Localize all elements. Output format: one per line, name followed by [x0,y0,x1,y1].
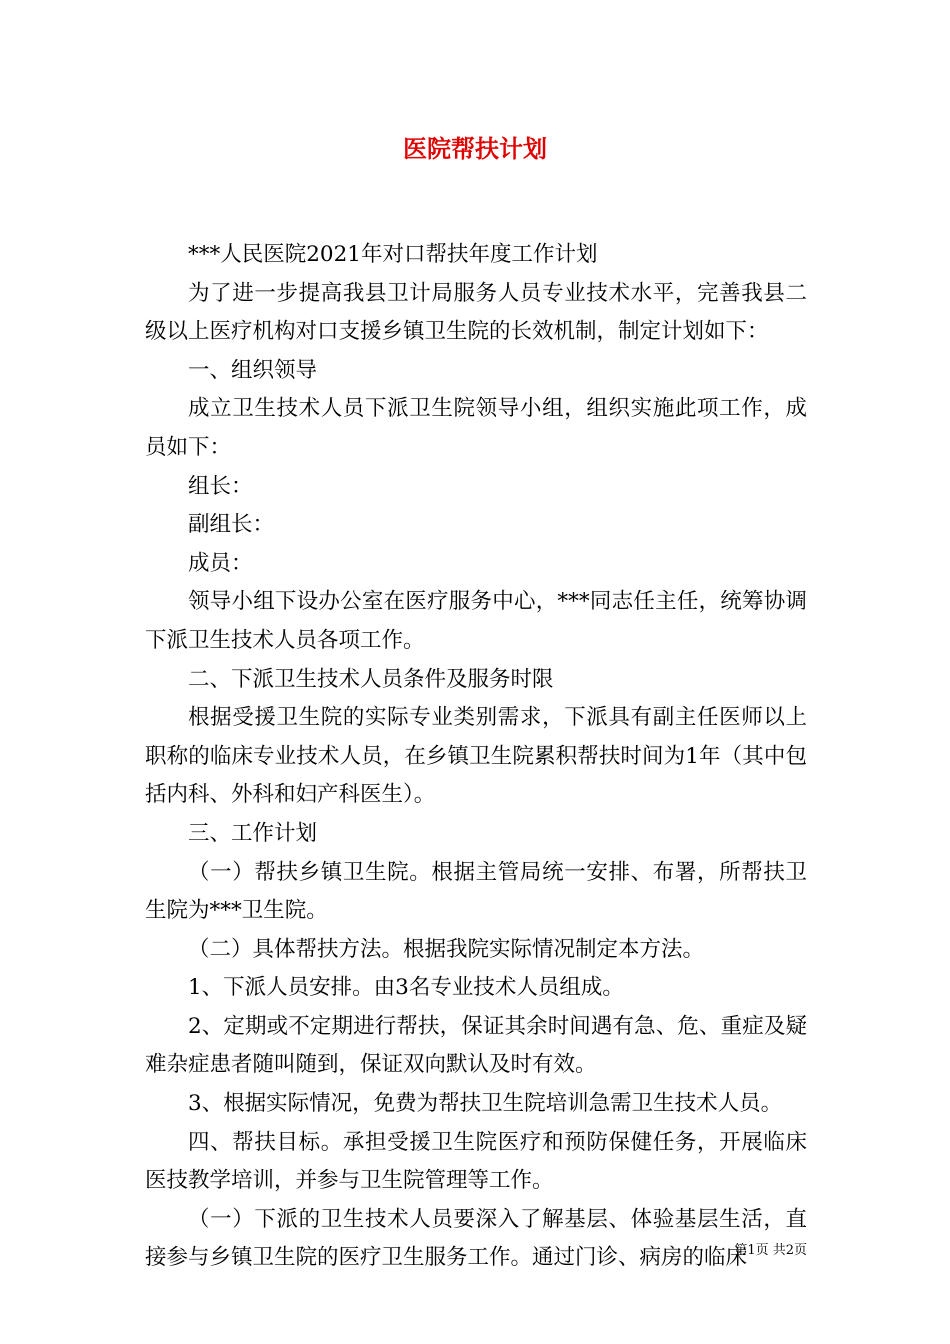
paragraph: （二）具体帮扶方法。根据我院实际情况制定本方法。 [188,936,705,962]
paragraph: 3、根据实际情况，免费为帮扶卫生院培训急需卫生技术人员。 [188,1091,783,1117]
paragraph-intro: 为了进一步提高我县卫计局服务人员专业技术水平，完善我县二级以上医疗机构对口支援乡镇卫生院的长效机制，制定计划如下： [145,280,807,345]
paragraph: 2、定期或不定期进行帮扶，保证其余时间遇有急、危、重症及疑难杂症患者随叫随到，保证双向默认及时有效。 [145,1013,807,1078]
section-heading-2: 二、下派卫生技术人员条件及服务时限 [188,666,554,692]
document-title: 医院帮扶计划 [403,135,547,163]
paragraph: （一）下派的卫生技术人员要深入了解基层、体验基层生活，直接参与乡镇卫生院的医疗卫生服务工作。通过门诊、病房的临床 [145,1206,807,1271]
paragraph: 组长： [188,473,253,499]
paragraph: 领导小组下设办公室在医疗服务中心，***同志任主任，统筹协调下派卫生技术人员各项工作。 [145,589,807,653]
section-heading-3: 三、工作计划 [188,820,318,846]
section-heading-4: 四、帮扶目标。承担受援卫生院医疗和预防保健任务，开展临床医技教学培训，并参与卫生院管理等工作。 [145,1129,807,1194]
paragraph: 根据受援卫生院的实际专业类别需求，下派具有副主任医师以上职称的临床专业技术人员，在乡镇卫生院累积帮扶时间为1年（其中包括内科、外科和妇产科医生）。 [145,705,807,808]
paragraph: 副组长： [188,512,275,538]
page-number-footer: 第1页 共2页 [734,1243,807,1258]
paragraph: 成员： [188,550,253,576]
section-heading-1: 一、组织领导 [188,357,318,383]
paragraph-subtitle: ***人民医院2021年对口帮扶年度工作计划 [188,242,598,267]
paragraph: （一）帮扶乡镇卫生院。根据主管局统一安排、布署，所帮扶卫生院为***卫生院。 [145,859,807,924]
paragraph: 成立卫生技术人员下派卫生院领导小组，组织实施此项工作，成员如下： [145,396,807,460]
paragraph: 1、下派人员安排。由3名专业技术人员组成。 [188,975,624,1001]
document-body [145,236,807,1278]
